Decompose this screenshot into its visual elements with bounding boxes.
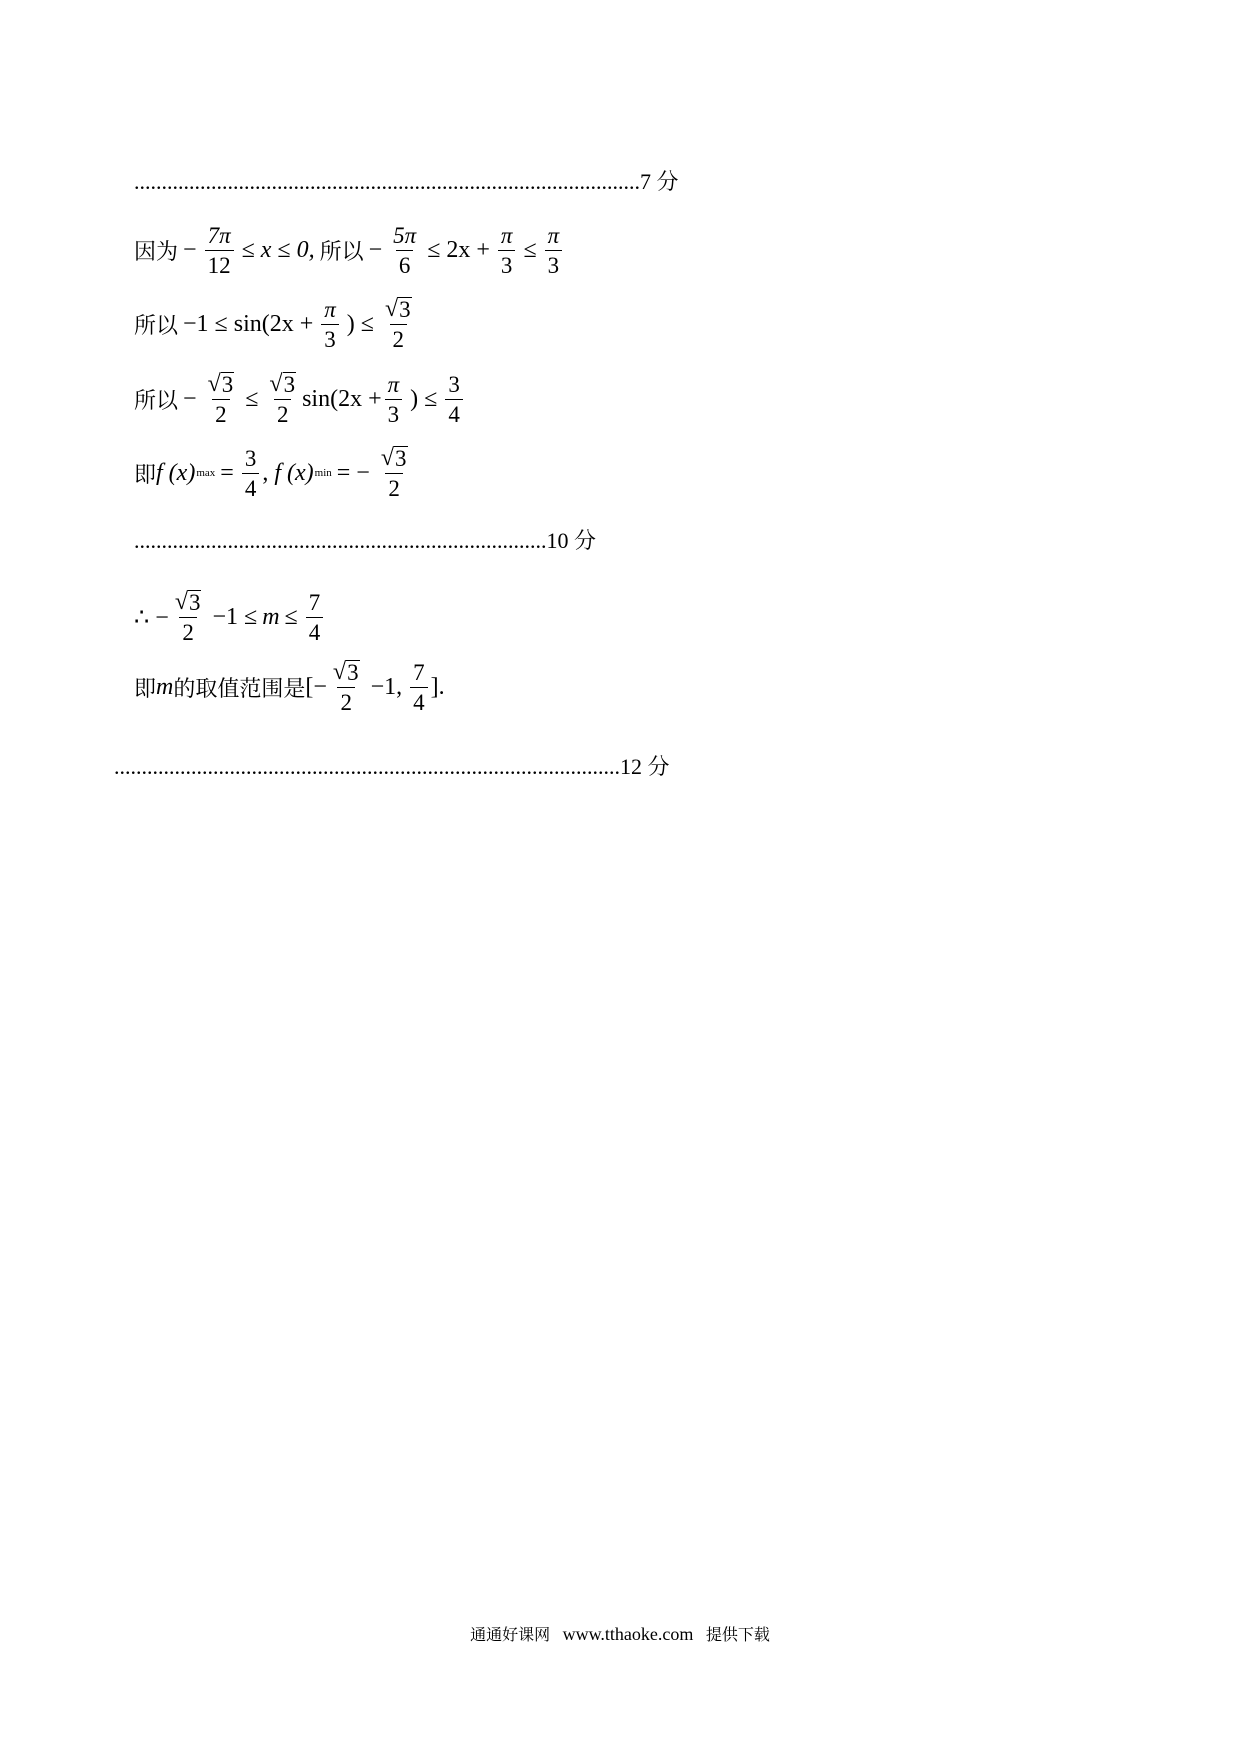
- square-root: [175, 590, 202, 614]
- text: 所以: [134, 388, 179, 414]
- expression: = −: [336, 459, 370, 486]
- function: f (x): [274, 459, 314, 486]
- denominator: 2: [274, 399, 292, 426]
- numerator: [205, 372, 238, 399]
- radical-sign: √: [332, 659, 347, 685]
- variable-m: m: [262, 603, 280, 630]
- fraction: [445, 373, 463, 426]
- solution-line-m-inequality: [134, 590, 326, 644]
- expression: −1 ≤ sin(2x +: [183, 310, 314, 337]
- fraction: [321, 298, 339, 351]
- text: 即: [134, 462, 157, 488]
- score-marker-7: [134, 168, 679, 196]
- text: 即: [134, 676, 157, 702]
- text: 的取值范围是: [173, 676, 306, 702]
- text: 所以: [319, 240, 364, 265]
- denominator: 3: [385, 399, 403, 426]
- bracket-close: ].: [430, 673, 445, 700]
- solution-line-scaled-range: [134, 372, 466, 426]
- radicand: 3: [395, 446, 407, 471]
- subscript: max: [196, 467, 216, 479]
- radical-sign: √: [269, 371, 283, 397]
- denominator: 3: [321, 324, 339, 351]
- radicand: 3: [188, 590, 201, 615]
- subscript: min: [314, 467, 332, 479]
- numerator: π: [500, 223, 513, 248]
- score-label: 12 分: [620, 754, 670, 779]
- footer-site-name: 通通好课网: [470, 1625, 551, 1644]
- denominator: 3: [498, 250, 516, 277]
- comma: ,: [262, 459, 269, 486]
- radical-sign: √: [380, 445, 395, 471]
- denominator: 4: [242, 473, 260, 500]
- square-root: [333, 660, 360, 684]
- numerator: [266, 372, 299, 399]
- dot-leader: ............................................................................................: [134, 169, 640, 194]
- denominator: 4: [410, 687, 428, 714]
- equals-sign: =: [220, 459, 234, 486]
- fraction: [385, 373, 403, 426]
- radicand: 3: [399, 297, 411, 322]
- expression: ) ≤: [410, 385, 438, 412]
- fraction: [390, 224, 419, 277]
- fraction: [545, 224, 563, 277]
- radical-sign: √: [174, 589, 188, 615]
- variable-m: m: [156, 673, 174, 700]
- expression: −1,: [370, 673, 403, 700]
- inequality: ≤: [245, 385, 259, 412]
- bracket-open: [−: [305, 673, 327, 700]
- fraction: [205, 372, 238, 426]
- fraction: [266, 372, 299, 426]
- solution-line-extrema: [134, 446, 414, 500]
- numerator: 3: [244, 445, 257, 471]
- text: 因为: [134, 240, 179, 265]
- fraction: [306, 591, 324, 644]
- numerator: 5π: [393, 223, 417, 248]
- score-label: 7 分: [640, 169, 679, 194]
- numerator: [382, 297, 415, 324]
- fraction: [410, 661, 428, 714]
- text: 所以: [134, 313, 179, 339]
- fraction: [205, 224, 234, 277]
- denominator: 6: [396, 250, 414, 277]
- numerator: 7π: [207, 223, 231, 248]
- denominator: 2: [390, 324, 408, 351]
- numerator: 7: [308, 589, 321, 615]
- solution-line-m-range: [134, 660, 445, 714]
- page-footer: [0, 1622, 1240, 1645]
- numerator: π: [324, 296, 336, 322]
- score-label: 10 分: [546, 528, 597, 553]
- footer-download-text: 提供下载: [705, 1625, 770, 1644]
- square-root: [269, 372, 296, 396]
- inequality: ≤: [284, 603, 298, 630]
- fraction: [242, 447, 260, 500]
- radicand: 3: [347, 660, 359, 685]
- solution-line-range-x: [134, 224, 565, 277]
- score-marker-12: [114, 753, 670, 781]
- expression: ≤ 2x +: [427, 237, 490, 263]
- square-root: [385, 297, 412, 321]
- square-root: [208, 372, 235, 396]
- function: f (x): [156, 459, 196, 486]
- denominator: 2: [385, 473, 403, 500]
- square-root: [381, 446, 408, 470]
- numerator: 3: [448, 371, 460, 397]
- numerator: [172, 590, 205, 617]
- expression: ) ≤: [346, 310, 374, 337]
- denominator: 4: [445, 399, 463, 426]
- minus-sign: −: [183, 237, 197, 263]
- numerator: π: [547, 223, 560, 248]
- minus-sign: −: [183, 385, 197, 412]
- radicand: 3: [283, 372, 296, 397]
- denominator: 4: [306, 617, 324, 644]
- dot-leader: ............................................................................................: [114, 754, 620, 779]
- inequality: ≤: [523, 237, 537, 263]
- therefore-symbol: ∴ −: [134, 604, 169, 631]
- score-marker-10: [134, 527, 596, 555]
- fraction: [378, 446, 411, 500]
- expression: −1 ≤: [212, 603, 258, 630]
- fraction: [382, 297, 415, 351]
- radicand: 3: [221, 372, 234, 397]
- denominator: 2: [179, 617, 197, 644]
- radical-sign: √: [384, 296, 399, 322]
- minus-sign: −: [368, 237, 383, 263]
- fraction: [498, 224, 516, 277]
- denominator: 12: [205, 250, 234, 277]
- denominator: 2: [212, 399, 230, 426]
- numerator: π: [387, 371, 400, 397]
- solution-line-sin-range: [134, 297, 418, 351]
- denominator: 2: [337, 687, 355, 714]
- inequality: ≤ x ≤ 0,: [241, 237, 315, 263]
- radical-sign: √: [207, 371, 221, 397]
- denominator: 3: [545, 250, 563, 277]
- footer-url: www.tthaoke.com: [562, 1624, 694, 1644]
- fraction: [172, 590, 205, 644]
- numerator: [378, 446, 411, 473]
- expression: sin(2x +: [302, 385, 382, 412]
- numerator: [330, 660, 363, 687]
- numerator: 7: [413, 659, 425, 685]
- fraction: [330, 660, 363, 714]
- dot-leader: ...........................................................................: [134, 528, 547, 553]
